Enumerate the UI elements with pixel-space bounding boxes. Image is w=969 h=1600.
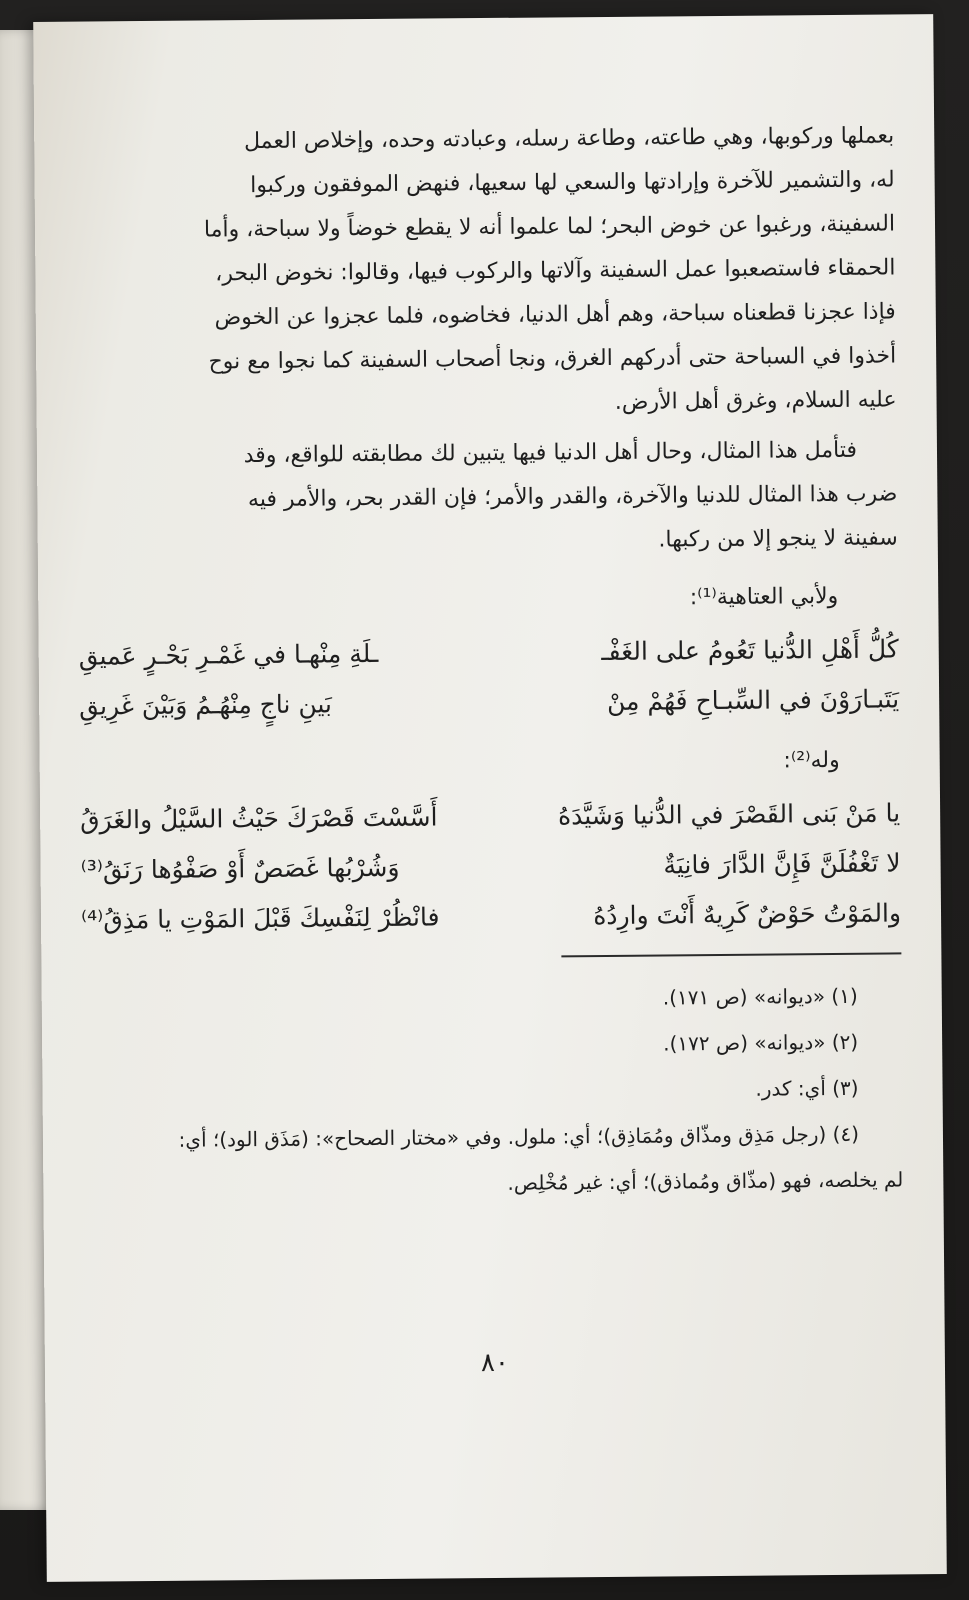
page-content — [74, 114, 903, 1209]
hemistich-second: ـلَةِ مِنْهـا في غَمْـرِ بَحْـرٍ عَميقِ — [78, 638, 379, 671]
footnote-3: (٣) أي: كدر. — [755, 1075, 859, 1101]
hemistich-second: وَشُرْبُها غَصَصٌ أَوْ صَفْوُها رَنَقُ⁽³⁾ — [80, 852, 400, 885]
text-line: فتأمل هذا المثال، وحال أهل الدنيا فيها يتبين لك مطابقته للواقع، وقد — [243, 437, 858, 469]
footnote-4: (٤) (رجل مَذِق ومذّاق ومُمَاذِق)؛ أي: ملول. وفي «مختار الصحاح»: (مَذَق الود)؛ أي: — [178, 1121, 860, 1152]
hemistich-second: أَسَّسْتَ قَصْرَكَ حَيْثُ السَّيْلُ والغَرَقُ — [80, 802, 438, 835]
footnote-separator — [561, 952, 901, 957]
poem-1-heading: ولأبي العتاهية⁽¹⁾: — [689, 583, 839, 611]
text-line: عليه السلام، وغرق أهل الأرض. — [614, 387, 897, 415]
hemistich-second: فانْظُرْ لِنَفْسِكَ قَبْلَ المَوْتِ يا مَذِقُ⁽⁴⁾ — [80, 902, 440, 935]
verse — [79, 674, 899, 731]
text-line: سفينة لا ينجو إلا من ركبها. — [658, 525, 898, 553]
hemistich-first: يا مَنْ بَنى القَصْرَ في الدُّنيا وَشَيَّدَهُ — [557, 798, 901, 831]
hemistich-first: يَتَبـارَوْنَ في السِّبـاحِ فَهُمْ مِنْ — [606, 684, 900, 716]
paragraph-1 — [74, 114, 897, 429]
footnote-1: (١) «ديوانه» (ص ١٧١). — [662, 983, 858, 1010]
verse — [80, 838, 900, 895]
verse — [80, 788, 900, 845]
footnote-4-continuation: لم يخلصه، فهو (مذّاق ومُماذق)؛ أي: غير مُخْلِص. — [507, 1167, 904, 1195]
text-line: فإذا عجزنا قطعناه سباحة، وهم أهل الدنيا، فخاضوه، فلما عجزوا عن الخوض — [214, 299, 896, 331]
verse — [79, 624, 899, 681]
hemistich-first: والمَوْتُ حَوْضٌ كَرِيهٌ أَنْتَ وارِدُهُ — [593, 898, 902, 931]
poem-2 — [80, 788, 901, 945]
text-line: بعملها وركوبها، وهي طاعته، وطاعة رسله، وعبادته وحده، وإخلاص العمل — [243, 123, 895, 155]
paragraph-2 — [77, 428, 898, 567]
poem-2-heading: وله⁽²⁾: — [783, 747, 840, 774]
poem-1 — [79, 624, 900, 731]
page-number: ٨٠ — [480, 1347, 510, 1379]
footnote-2: (٢) «ديوانه» (ص ١٧٢). — [663, 1029, 859, 1056]
text-line: له، والتشمير للآخرة وإرادتها والسعي لها سعيها، فنهض الموفقون وركبوا — [250, 167, 895, 199]
footnotes — [82, 972, 904, 1209]
text-line: الحمقاء فاستصعبوا عمل السفينة وآلاتها والركوب فيها، وقالوا: نخوض البحر، — [215, 255, 896, 287]
text-line: السفينة، ورغبوا عن خوض البحر؛ لما علموا أنه لا يقطع خوضاً ولا سباحة، وأما — [203, 211, 896, 243]
text-line: أخذوا في السباحة حتى أدركهم الغرق، ونجا أصحاب السفينة كما نجوا مع نوح — [208, 343, 897, 375]
hemistich-first: لا تَغْفُلَنَّ فَإِنَّ الدَّارَ فانِيَةٌ — [663, 848, 901, 880]
book-page — [33, 14, 947, 1582]
text-line: ضرب هذا المثال للدنيا والآخرة، والقدر والأمر؛ فإن القدر بحر، والأمر فيه — [247, 481, 898, 513]
hemistich-second: بَينِ ناجٍ مِنْهُـمُ وَبَيْنَ غَرِيقِ — [79, 689, 333, 721]
verse — [81, 888, 901, 945]
hemistich-first: كُلُّ أَهْلِ الدُّنيا تَعُومُ على الغَفْـ — [601, 634, 899, 667]
